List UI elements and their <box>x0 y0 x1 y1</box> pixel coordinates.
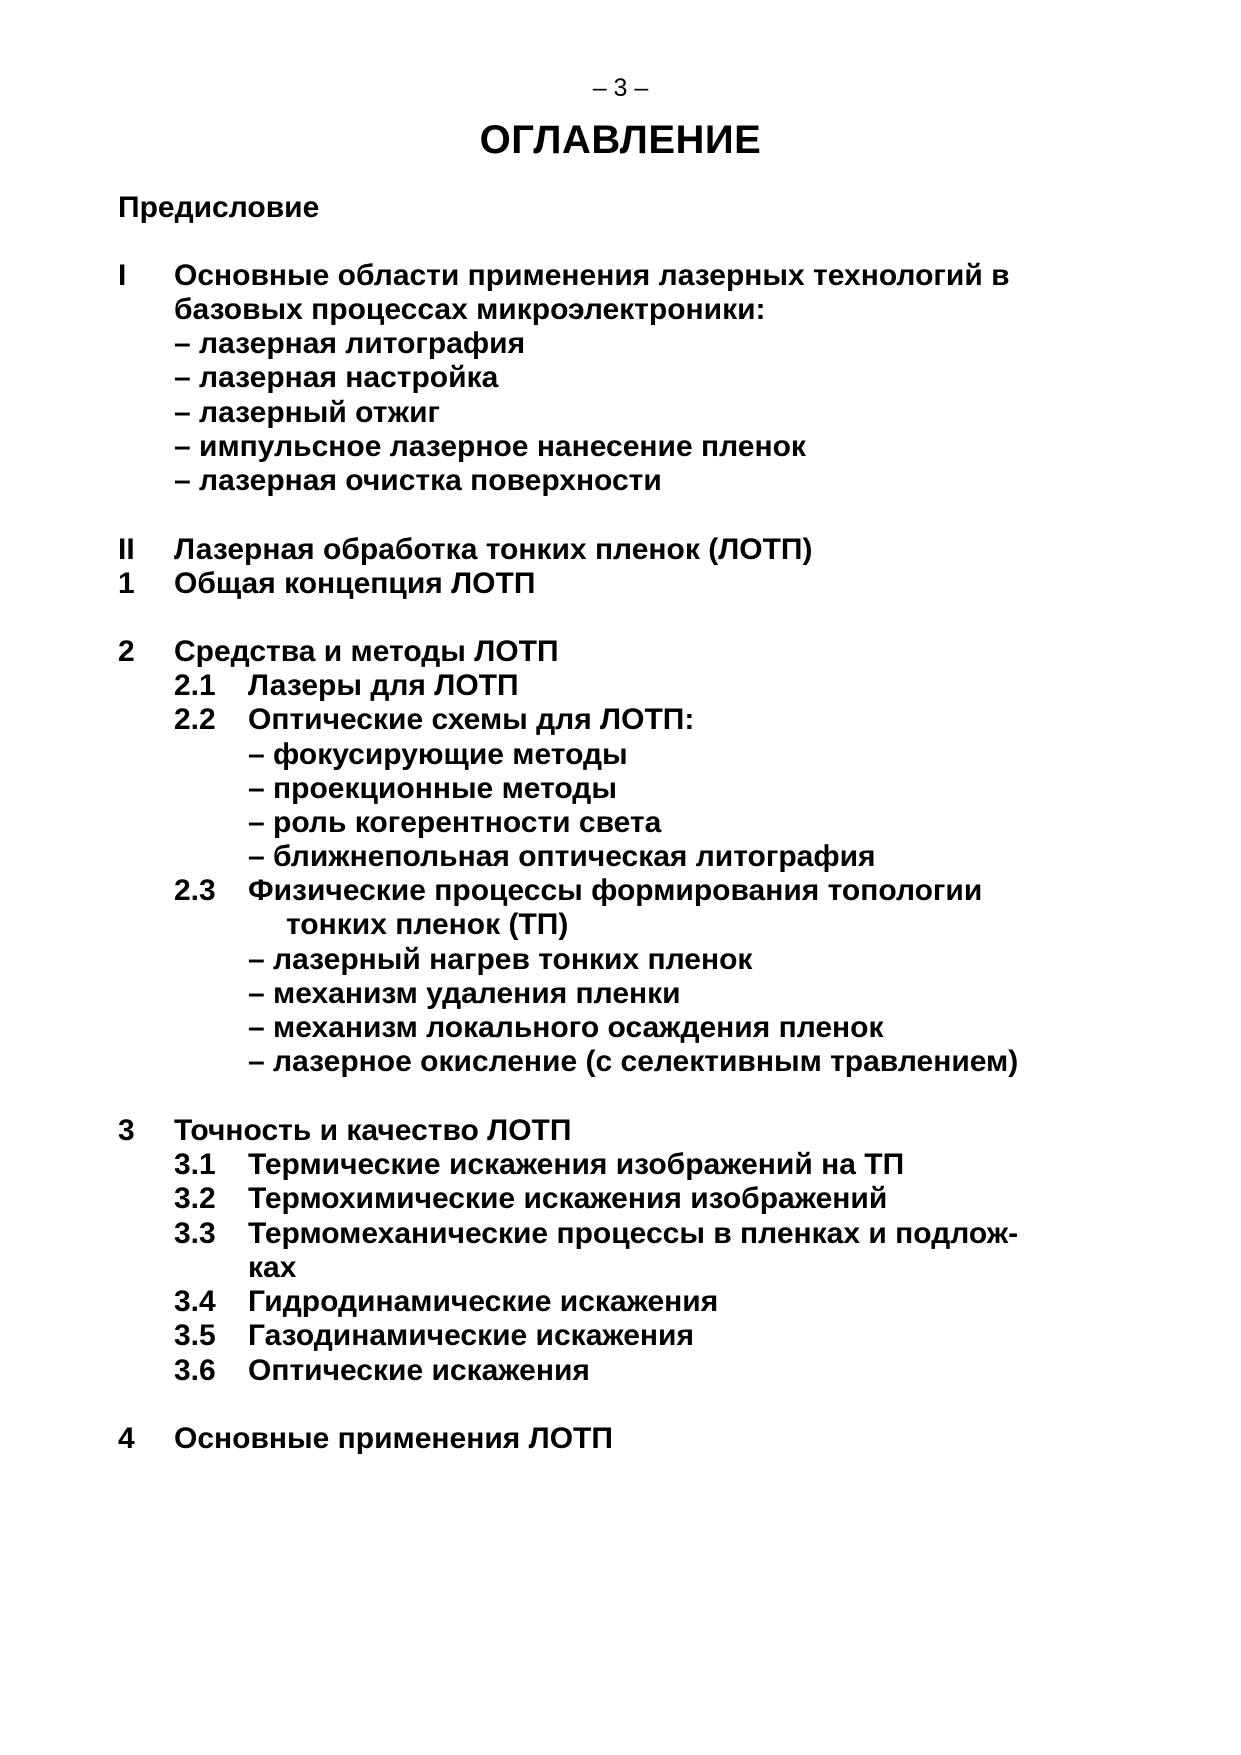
toc-subsection-number: 3.2 <box>174 1182 216 1215</box>
toc-section-title: Основные области применения лазерных технологий в <box>174 259 1010 292</box>
page-number: – 3 – <box>592 74 649 102</box>
toc-section-title-cont: базовых процессах микроэлектроники: <box>174 293 766 326</box>
toc-subsection-title: Оптические искажения <box>248 1354 590 1387</box>
toc-subsection-title-cont: ках <box>248 1251 297 1284</box>
toc-list-item: – лазерный отжиг <box>174 396 441 429</box>
toc-subsection-title: Термические искажения изображений на ТП <box>248 1148 905 1181</box>
toc-preface: Предисловие <box>118 191 320 224</box>
toc-subsection-number: 2.1 <box>174 669 216 702</box>
toc-section-number: 4 <box>118 1422 135 1455</box>
toc-subsection-number: 2.3 <box>174 874 216 907</box>
toc-subsection-title: Термохимические искажения изображений <box>248 1182 888 1215</box>
toc-subsection-number: 2.2 <box>174 703 216 736</box>
toc-section-number: I <box>118 259 127 292</box>
toc-section-number: 3 <box>118 1114 135 1147</box>
toc-section-number: 2 <box>118 635 135 668</box>
toc-subsection-title: Гидродинамические искажения <box>248 1285 719 1318</box>
toc-list-item: – механизм локального осаждения пленок <box>248 1011 884 1044</box>
toc-list-item: – импульсное лазерное нанесение пленок <box>174 430 806 463</box>
toc-section-number: 1 <box>118 567 135 600</box>
toc-subsection-number: 3.6 <box>174 1354 216 1387</box>
toc-subsection-title-cont: тонких пленок (ТП) <box>286 908 569 941</box>
toc-list-item: – проекционные методы <box>248 772 617 805</box>
toc-subsection-number: 3.1 <box>174 1148 216 1181</box>
toc-subsection-title: Газодинамические искажения <box>248 1319 695 1352</box>
toc-subsection-number: 3.3 <box>174 1217 216 1250</box>
toc-list-item: – механизм удаления пленки <box>248 977 681 1010</box>
toc-list-item: – лазерная очистка поверхности <box>174 464 662 497</box>
toc-section-title: Основные применения ЛОТП <box>174 1422 613 1455</box>
toc-subsection-title: Термомеханические процессы в пленках и подлож- <box>248 1217 1019 1250</box>
toc-section-title: Общая концепция ЛОТП <box>174 567 536 600</box>
toc-list-item: – лазерная настройка <box>174 361 499 394</box>
toc-subsection-title: Лазеры для ЛОТП <box>248 669 519 702</box>
toc-subsection-number: 3.4 <box>174 1285 216 1318</box>
toc-list-item: – лазерная литография <box>174 327 526 360</box>
page-title: ОГЛАВЛЕНИЕ <box>479 118 762 162</box>
toc-subsection-title: Оптические схемы для ЛОТП: <box>248 703 695 736</box>
toc-section-title: Точность и качество ЛОТП <box>174 1114 572 1147</box>
toc-section-title: Лазерная обработка тонких пленок (ЛОТП) <box>174 533 813 566</box>
toc-list-item: – фокусирующие методы <box>248 738 628 771</box>
toc-subsection-title: Физические процессы формирования топологии <box>248 874 983 907</box>
toc-subsection-number: 3.5 <box>174 1319 216 1352</box>
toc-list-item: – лазерный нагрев тонких пленок <box>248 943 753 976</box>
toc-section-title: Средства и методы ЛОТП <box>174 635 559 668</box>
toc-list-item: – роль когерентности света <box>248 806 662 839</box>
toc-list-item: – ближнепольная оптическая литография <box>248 840 876 873</box>
toc-section-number: II <box>118 533 135 566</box>
toc-list-item: – лазерное окисление (с селективным травлением) <box>248 1045 1019 1078</box>
